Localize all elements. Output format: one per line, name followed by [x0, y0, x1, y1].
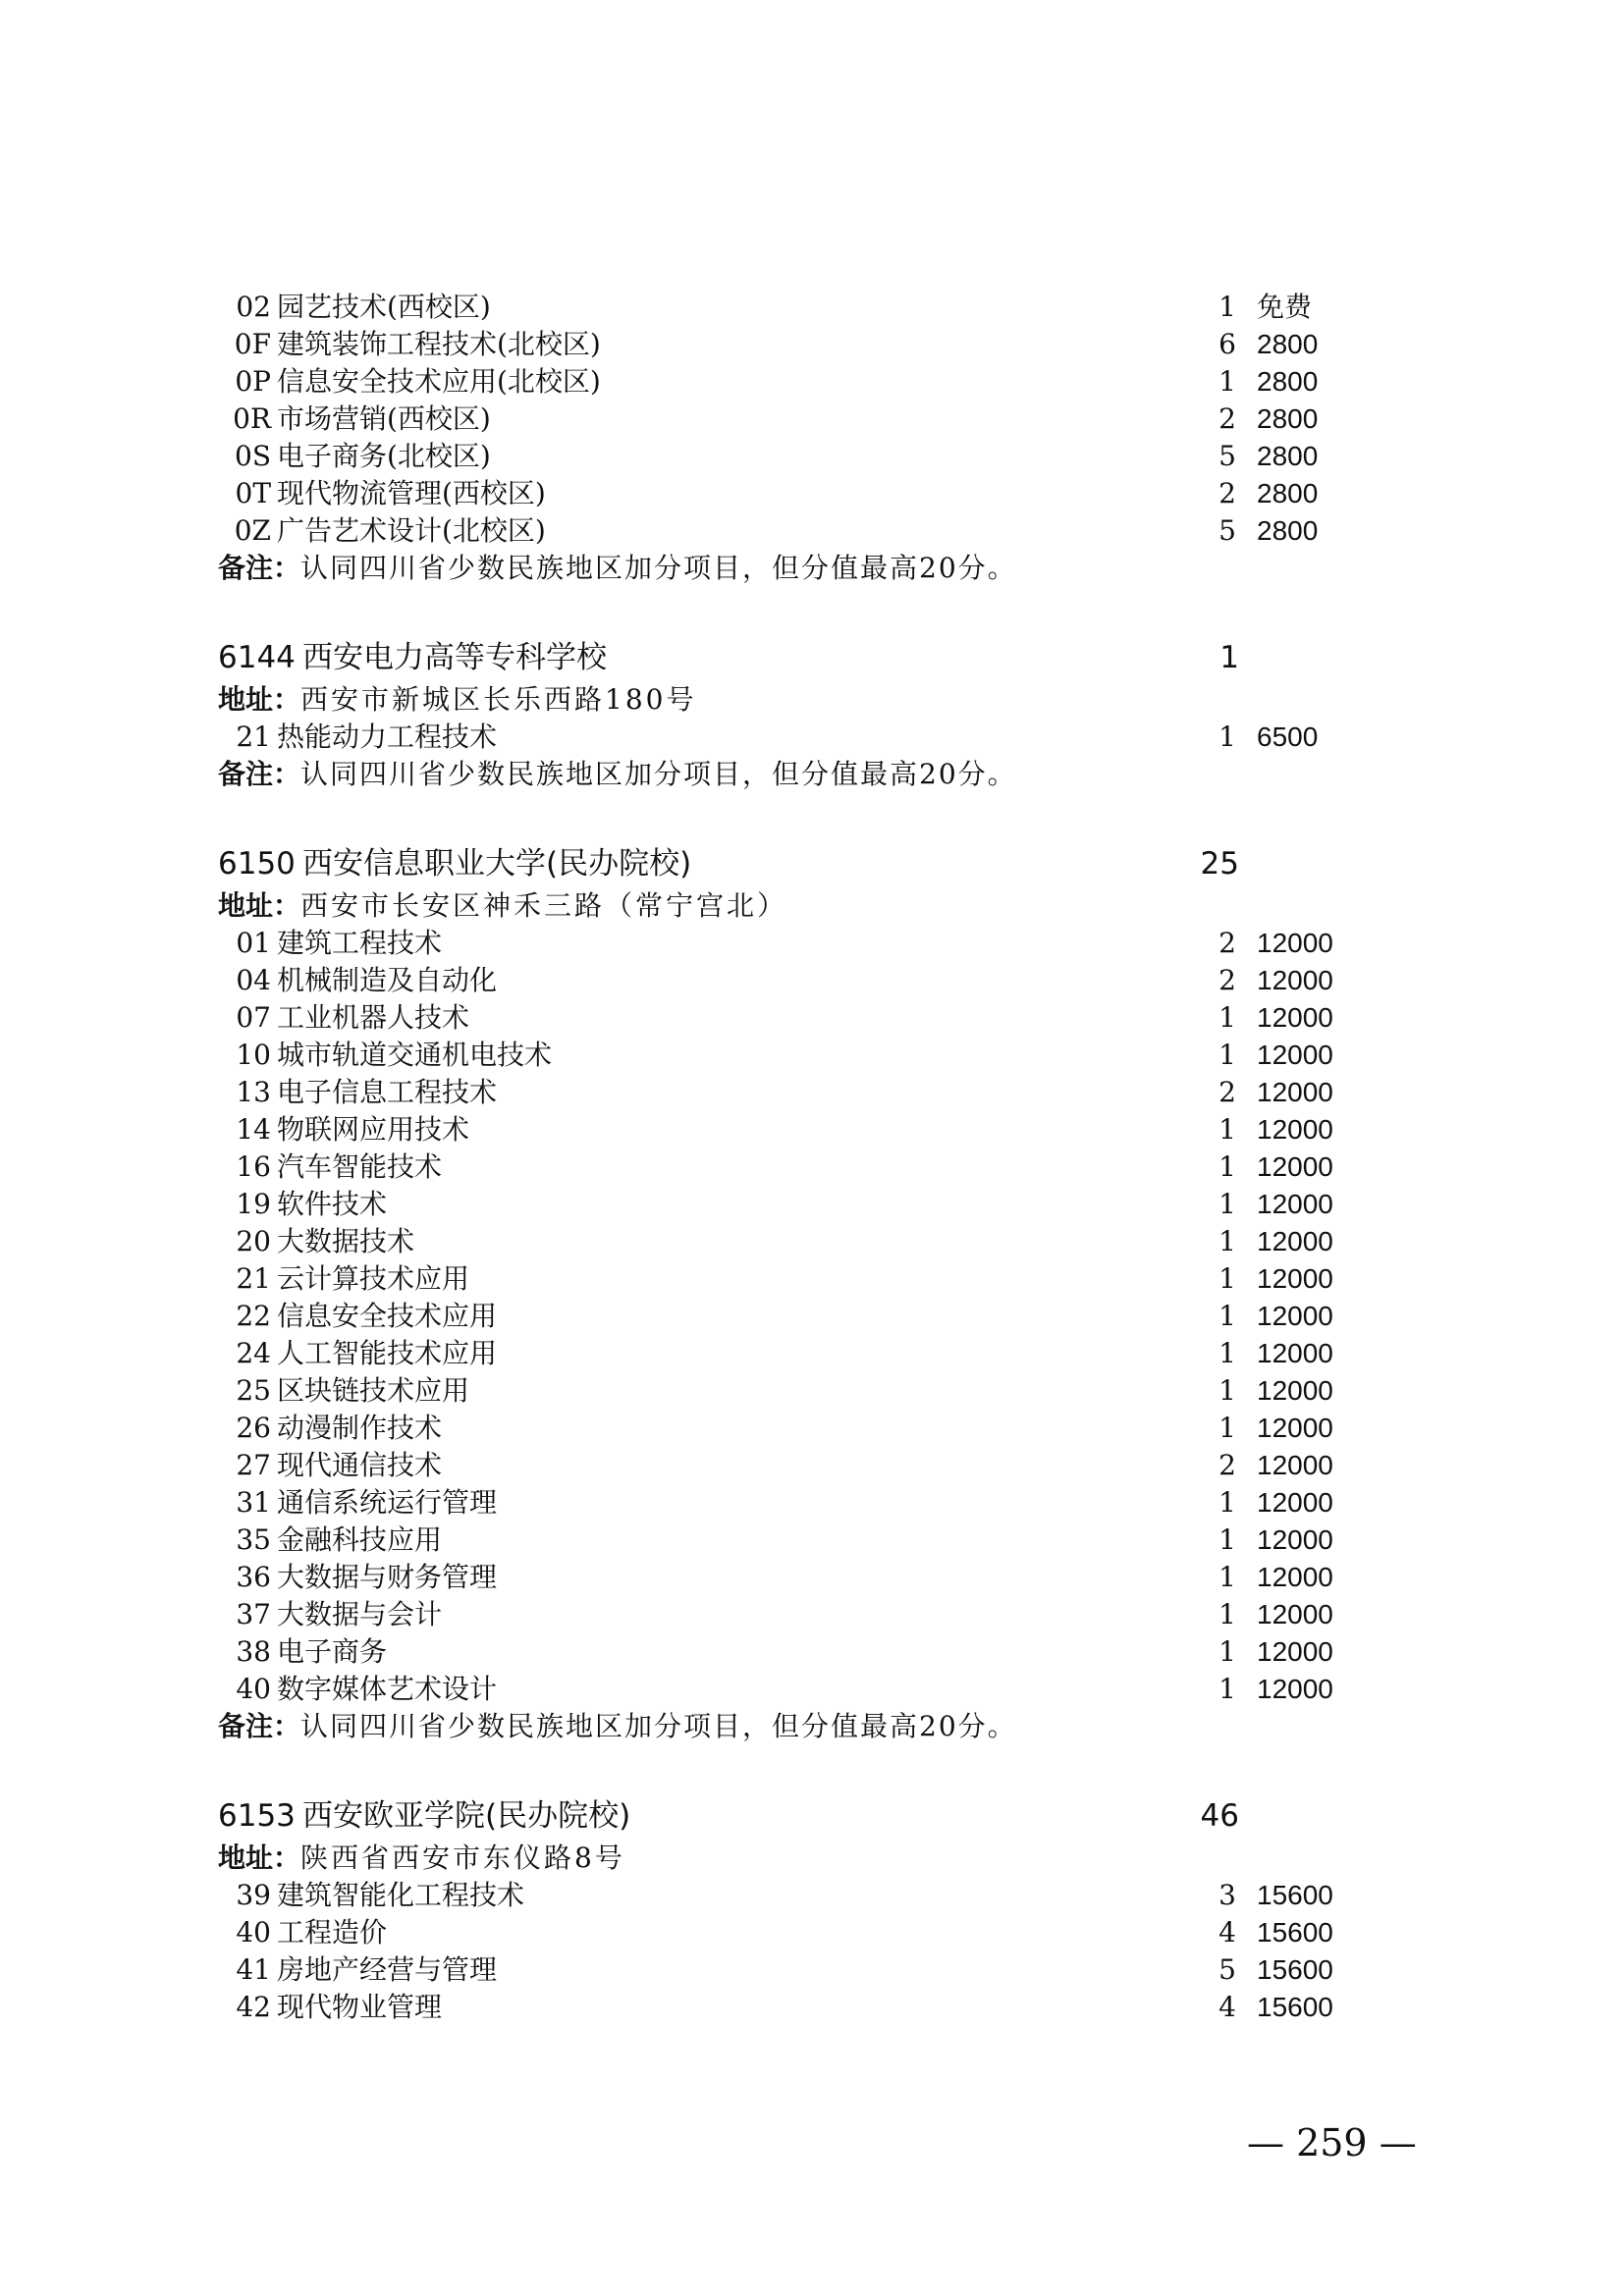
major-row [218, 512, 1396, 550]
major-fee: 2800 [1257, 403, 1319, 434]
major-plan-count: 6 [1218, 328, 1236, 360]
major-code: 37 [236, 1598, 271, 1630]
major-code: 42 [236, 1991, 271, 2023]
major-name: 建筑工程技术 [277, 927, 443, 959]
remark-text: 认同四川省少数民族地区加分项目，但分值最高20分。 [300, 552, 1017, 584]
school-name: 西安欧亚学院(民办院校) [302, 1798, 631, 1834]
major-fee: 12000 [1257, 928, 1333, 958]
major-row [218, 1298, 1396, 1335]
major-code: 07 [236, 1001, 271, 1034]
major-code: 19 [236, 1188, 271, 1220]
page-number: — 259 — [1247, 2121, 1417, 2164]
major-row [218, 1335, 1396, 1372]
major-fee: 12000 [1257, 1151, 1333, 1182]
major-fee: 12000 [1257, 1636, 1333, 1667]
major-fee: 15600 [1257, 1954, 1333, 1985]
major-plan-count: 1 [1218, 1150, 1236, 1183]
major-fee: 15600 [1257, 1917, 1333, 1948]
major-plan-count: 1 [1218, 1561, 1236, 1593]
major-name: 电子商务(北校区) [277, 440, 491, 472]
major-row [218, 1372, 1396, 1410]
major-fee: 12000 [1257, 1674, 1333, 1704]
major-plan-count: 1 [1218, 1001, 1236, 1034]
school-address [218, 887, 787, 925]
major-row [218, 400, 1396, 438]
school-total-plan: 1 [1219, 640, 1239, 675]
major-fee: 12000 [1257, 1562, 1333, 1592]
major-name: 市场营销(西校区) [277, 402, 491, 435]
major-plan-count: 4 [1218, 1916, 1236, 1949]
major-row [218, 1074, 1396, 1111]
major-code: 0R [233, 402, 271, 435]
major-row [218, 1410, 1396, 1447]
major-name: 建筑智能化工程技术 [277, 1879, 525, 1911]
major-code: 41 [236, 1953, 271, 1986]
major-fee: 12000 [1257, 1450, 1333, 1480]
remark-text: 认同四川省少数民族地区加分项目，但分值最高20分。 [300, 758, 1017, 790]
major-name: 热能动力工程技术 [277, 721, 498, 753]
major-code: 16 [236, 1150, 271, 1183]
major-fee: 12000 [1257, 1338, 1333, 1368]
major-fee: 12000 [1257, 1114, 1333, 1145]
major-row [218, 999, 1396, 1037]
major-fee: 12000 [1257, 1524, 1333, 1555]
major-code: 13 [236, 1076, 271, 1108]
major-name: 区块链技术应用 [277, 1374, 470, 1407]
major-code: 25 [236, 1374, 271, 1407]
major-code: 27 [236, 1449, 271, 1481]
major-name: 金融科技应用 [277, 1523, 443, 1556]
major-fee: 15600 [1257, 1992, 1333, 2022]
major-code: 26 [236, 1412, 271, 1444]
major-fee: 2800 [1257, 478, 1319, 508]
major-name: 汽车智能技术 [277, 1150, 443, 1183]
major-plan-count: 2 [1218, 402, 1236, 435]
major-fee: 2800 [1257, 366, 1319, 397]
major-name: 大数据技术 [277, 1225, 415, 1257]
remark [218, 550, 1017, 587]
major-plan-count: 1 [1218, 1523, 1236, 1556]
major-fee: 12000 [1257, 1189, 1333, 1219]
major-plan-count: 1 [1218, 1225, 1236, 1257]
major-name: 工程造价 [277, 1916, 388, 1949]
address-text: 陕西省西安市东仪路8号 [300, 1842, 625, 1874]
remark-label: 备注： [218, 758, 301, 790]
major-code: 36 [236, 1561, 271, 1593]
major-fee: 12000 [1257, 1599, 1333, 1629]
major-name: 信息安全技术应用(北校区) [277, 365, 601, 398]
major-name: 人工智能技术应用 [277, 1337, 498, 1369]
school-total-plan: 25 [1200, 846, 1239, 881]
major-fee: 6500 [1257, 721, 1319, 752]
major-plan-count: 2 [1218, 927, 1236, 959]
major-row [218, 1914, 1396, 1951]
major-name: 机械制造及自动化 [277, 964, 498, 996]
major-row [218, 363, 1396, 400]
major-row [218, 1260, 1396, 1298]
major-name: 房地产经营与管理 [277, 1953, 498, 1986]
major-code: 04 [236, 964, 271, 996]
major-name: 数字媒体艺术设计 [277, 1673, 498, 1705]
major-plan-count: 1 [1218, 1412, 1236, 1444]
school-header [218, 1794, 1396, 1838]
remark-label: 备注： [218, 552, 301, 584]
major-code: 22 [236, 1300, 271, 1332]
major-row [218, 1037, 1396, 1074]
major-plan-count: 2 [1218, 1076, 1236, 1108]
major-code: 20 [236, 1225, 271, 1257]
major-plan-count: 5 [1218, 440, 1236, 472]
major-name: 云计算技术应用 [277, 1262, 470, 1295]
major-code: 21 [236, 1262, 271, 1295]
address-label: 地址： [218, 683, 301, 716]
major-fee: 免费 [1257, 291, 1313, 323]
major-plan-count: 1 [1218, 1486, 1236, 1519]
major-fee: 12000 [1257, 1263, 1333, 1294]
major-code: 10 [236, 1039, 271, 1071]
major-name: 信息安全技术应用 [277, 1300, 498, 1332]
major-name: 动漫制作技术 [277, 1412, 443, 1444]
major-plan-count: 2 [1218, 1449, 1236, 1481]
major-name: 通信系统运行管理 [277, 1486, 498, 1519]
school-name: 西安信息职业大学(民办院校) [302, 846, 692, 881]
major-plan-count: 1 [1218, 365, 1236, 398]
major-fee: 12000 [1257, 1077, 1333, 1107]
major-row [218, 1484, 1396, 1522]
major-code: 14 [236, 1113, 271, 1146]
address-text: 西安市长安区神禾三路（常宁宫北） [300, 889, 788, 922]
major-plan-count: 1 [1218, 1337, 1236, 1369]
major-plan-count: 5 [1218, 514, 1236, 547]
major-row [218, 1951, 1396, 1989]
major-name: 现代通信技术 [277, 1449, 443, 1481]
major-code: 0Z [234, 514, 271, 547]
major-name: 城市轨道交通机电技术 [277, 1039, 553, 1071]
major-code: 0P [235, 365, 271, 398]
major-fee: 12000 [1257, 1487, 1333, 1518]
major-code: 0F [234, 328, 271, 360]
major-plan-count: 1 [1218, 291, 1236, 323]
major-plan-count: 1 [1218, 1300, 1236, 1332]
major-name: 现代物流管理(西校区) [277, 477, 546, 509]
school-code: 6144 [218, 640, 296, 675]
major-plan-count: 1 [1218, 721, 1236, 753]
major-code: 40 [236, 1673, 271, 1705]
major-plan-count: 2 [1218, 477, 1236, 509]
major-row [218, 1596, 1396, 1633]
major-code: 39 [236, 1879, 271, 1911]
major-row [218, 1989, 1396, 2026]
major-fee: 12000 [1257, 1301, 1333, 1331]
major-plan-count: 1 [1218, 1188, 1236, 1220]
major-code: 38 [236, 1635, 271, 1668]
major-code: 0T [235, 477, 271, 509]
major-code: 0S [235, 440, 271, 472]
major-fee: 2800 [1257, 329, 1319, 359]
major-row [218, 289, 1396, 326]
school-total-plan: 46 [1200, 1798, 1239, 1834]
major-row [218, 1148, 1396, 1186]
address-label: 地址： [218, 1842, 301, 1874]
major-plan-count: 4 [1218, 1991, 1236, 2023]
major-code: 02 [236, 291, 271, 323]
major-plan-count: 1 [1218, 1039, 1236, 1071]
major-name: 电子信息工程技术 [277, 1076, 498, 1108]
major-row [218, 438, 1396, 475]
major-row [218, 1223, 1396, 1260]
major-plan-count: 1 [1218, 1262, 1236, 1295]
major-plan-count: 1 [1218, 1113, 1236, 1146]
major-plan-count: 3 [1218, 1879, 1236, 1911]
major-fee: 12000 [1257, 1002, 1333, 1033]
major-plan-count: 1 [1218, 1374, 1236, 1407]
major-fee: 12000 [1257, 1413, 1333, 1443]
school-header [218, 636, 1396, 679]
major-fee: 12000 [1257, 965, 1333, 995]
major-name: 物联网应用技术 [277, 1113, 470, 1146]
major-name: 工业机器人技术 [277, 1001, 470, 1034]
major-name: 现代物业管理 [277, 1991, 443, 2023]
remark [218, 756, 1017, 793]
major-plan-count: 5 [1218, 1953, 1236, 1986]
remark-text: 认同四川省少数民族地区加分项目，但分值最高20分。 [300, 1710, 1017, 1742]
school-address [218, 1840, 625, 1877]
major-code: 21 [236, 721, 271, 753]
major-name: 大数据与会计 [277, 1598, 443, 1630]
major-plan-count: 2 [1218, 964, 1236, 996]
school-name: 西安电力高等专科学校 [302, 640, 607, 675]
major-fee: 15600 [1257, 1880, 1333, 1910]
major-row [218, 326, 1396, 363]
major-row [218, 1877, 1396, 1914]
school-code: 6153 [218, 1798, 296, 1834]
school-address [218, 681, 696, 719]
major-row [218, 1186, 1396, 1223]
major-row [218, 1111, 1396, 1148]
major-code: 35 [236, 1523, 271, 1556]
major-fee: 2800 [1257, 441, 1319, 471]
major-name: 广告艺术设计(北校区) [277, 514, 546, 547]
address-label: 地址： [218, 889, 301, 922]
major-code: 01 [236, 927, 271, 959]
major-code: 40 [236, 1916, 271, 1949]
school-code: 6150 [218, 846, 296, 881]
remark [218, 1708, 1017, 1745]
major-name: 软件技术 [277, 1188, 388, 1220]
major-name: 园艺技术(西校区) [277, 291, 491, 323]
major-name: 电子商务 [277, 1635, 388, 1668]
major-row [218, 962, 1396, 999]
major-fee: 12000 [1257, 1375, 1333, 1406]
major-fee: 2800 [1257, 515, 1319, 546]
major-plan-count: 1 [1218, 1635, 1236, 1668]
major-fee: 12000 [1257, 1040, 1333, 1070]
major-row [218, 1559, 1396, 1596]
major-code: 24 [236, 1337, 271, 1369]
major-name: 大数据与财务管理 [277, 1561, 498, 1593]
major-row [218, 1633, 1396, 1671]
major-row [218, 925, 1396, 962]
major-plan-count: 1 [1218, 1673, 1236, 1705]
remark-label: 备注： [218, 1710, 301, 1742]
school-header [218, 842, 1396, 885]
major-row [218, 719, 1396, 756]
major-plan-count: 1 [1218, 1598, 1236, 1630]
major-row [218, 475, 1396, 512]
major-name: 建筑装饰工程技术(北校区) [277, 328, 601, 360]
address-text: 西安市新城区长乐西路180号 [300, 683, 697, 716]
major-fee: 12000 [1257, 1226, 1333, 1256]
major-row [218, 1447, 1396, 1484]
major-code: 31 [236, 1486, 271, 1519]
major-row [218, 1671, 1396, 1708]
major-row [218, 1522, 1396, 1559]
